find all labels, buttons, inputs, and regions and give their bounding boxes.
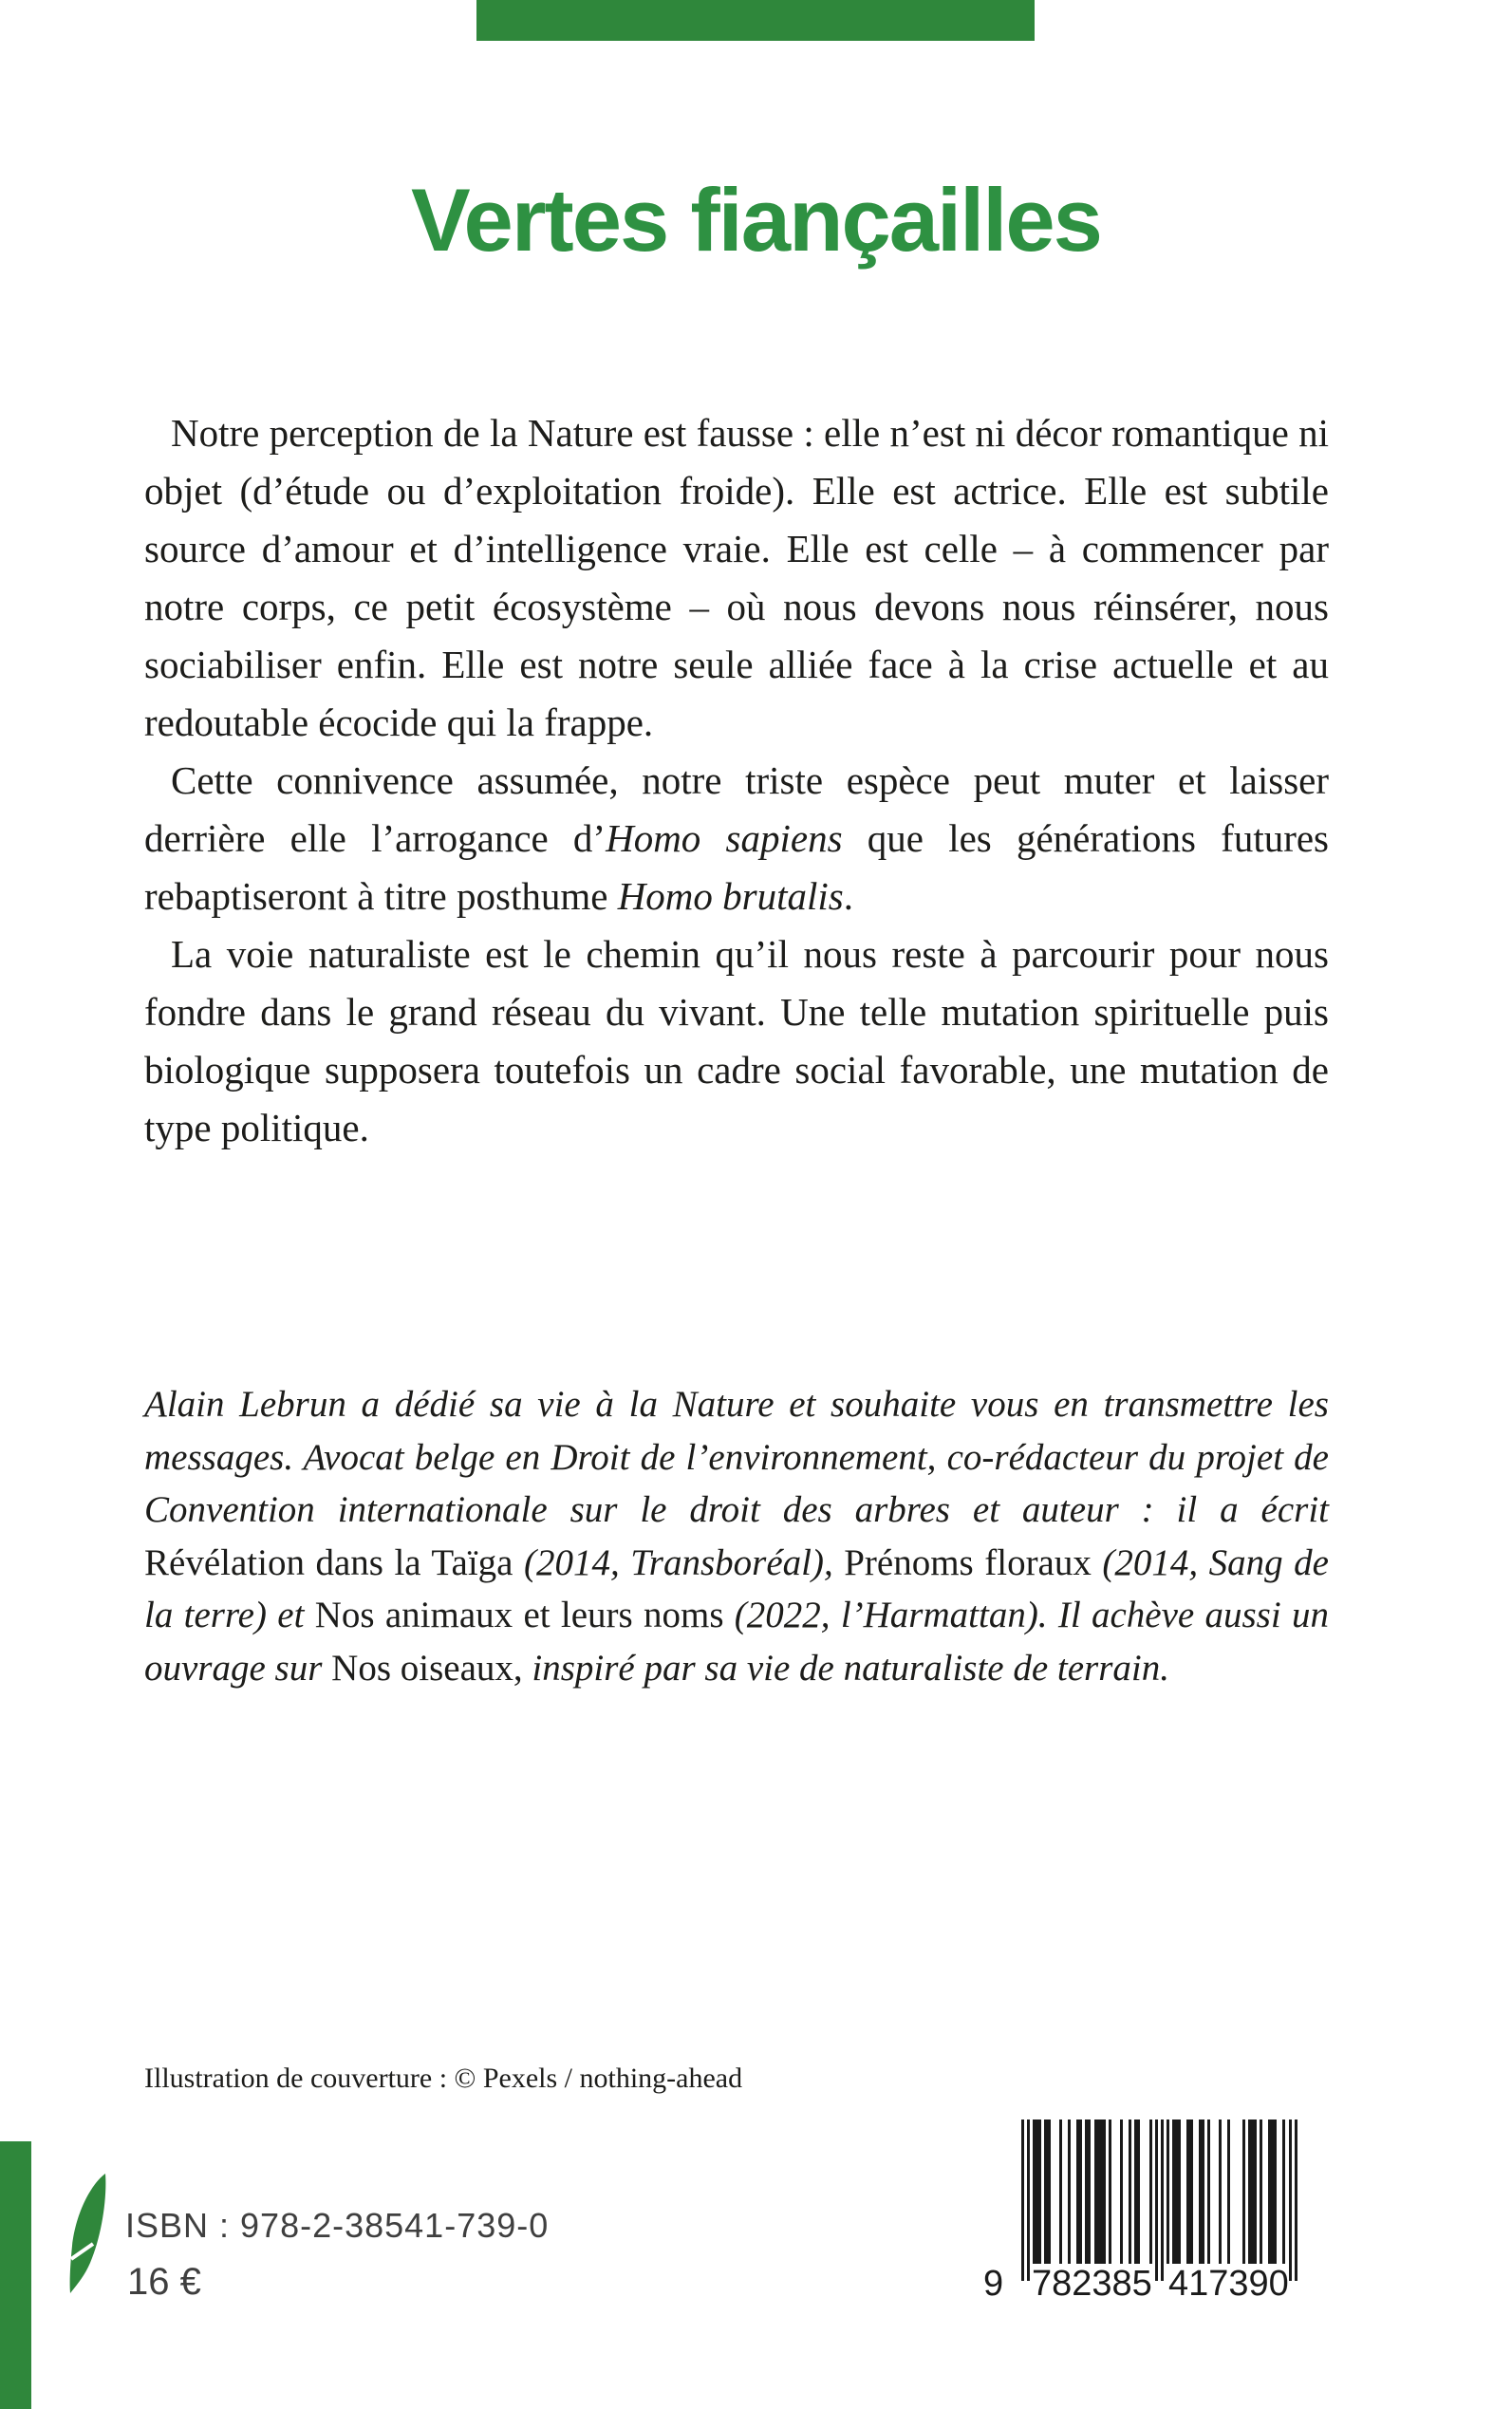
barcode-bar bbox=[1134, 2120, 1140, 2264]
barcode-bar bbox=[1068, 2120, 1071, 2264]
barcode-bar bbox=[1161, 2120, 1164, 2281]
barcode-bar bbox=[1129, 2120, 1131, 2264]
text-segment: (2014, Transboréal), bbox=[513, 1541, 845, 1583]
barcode-bar bbox=[1242, 2120, 1245, 2264]
barcode-digit-first: 9 bbox=[983, 2264, 1004, 2304]
text-segment: Homo brutalis bbox=[617, 874, 844, 918]
text-segment: Homo sapiens bbox=[606, 816, 843, 860]
text-segment: Cette connivence assumée, notre triste espèce peut muter et laisser derrière elle l’arrogance d’ bbox=[144, 758, 1329, 860]
barcode-bar bbox=[1059, 2120, 1062, 2264]
barcode-bar bbox=[1149, 2120, 1152, 2264]
barcode-bar bbox=[1021, 2120, 1024, 2281]
isbn-number: ISBN : 978-2-38541-739-0 bbox=[125, 2206, 550, 2245]
barcode-bar bbox=[1199, 2120, 1204, 2264]
text-segment: (2022, l’Harmattan). Il achève aussi un ouvrage sur bbox=[144, 1595, 1329, 1689]
barcode-bar bbox=[1076, 2120, 1082, 2264]
author-bio bbox=[144, 1378, 1329, 1694]
text-segment: Prénoms floraux bbox=[844, 1541, 1092, 1583]
bottom-left-accent-bar bbox=[0, 2141, 31, 2409]
barcode-bar bbox=[1282, 2120, 1285, 2264]
text-segment: inspiré par sa vie de naturaliste de terrain. bbox=[522, 1647, 1169, 1689]
barcode-bar bbox=[1027, 2120, 1030, 2281]
barcode-bar bbox=[1186, 2120, 1192, 2264]
top-accent-bar bbox=[476, 0, 1035, 41]
barcode-bar bbox=[1109, 2120, 1111, 2264]
cover-illustration-credit: Illustration de couverture : © Pexels / nothing-ahead bbox=[144, 2063, 743, 2094]
text-segment: (2014, Sang de la terre) et bbox=[144, 1541, 1329, 1635]
barcode-bar bbox=[1207, 2120, 1210, 2264]
text-segment: Nos animaux et leurs noms bbox=[314, 1595, 724, 1635]
barcode-digits-left: 782385 bbox=[1032, 2264, 1152, 2304]
barcode-bar bbox=[1268, 2120, 1277, 2264]
barcode-bar bbox=[1120, 2120, 1123, 2264]
barcode-bar bbox=[1094, 2120, 1106, 2264]
book-title: Vertes fiançailles bbox=[411, 170, 1101, 270]
ean13-barcode bbox=[983, 2120, 1297, 2304]
synopsis-text bbox=[144, 404, 1329, 1157]
barcode-bar bbox=[1227, 2120, 1230, 2264]
barcode-bar bbox=[1085, 2120, 1091, 2264]
synopsis-paragraph-1 bbox=[144, 404, 1329, 752]
barcode-bar bbox=[1248, 2120, 1257, 2264]
barcode-bar bbox=[1260, 2120, 1262, 2264]
text-segment: Révélation dans la Taïga bbox=[144, 1541, 513, 1583]
text-segment: Alain Lebrun a dédié sa vie à la Nature et souhaite vous en transmettre les messages. Avocat belge en Droit de l’environnement, co-rédacteur du projet de Convention internationale sur le droit des arbres et auteur : il a écrit bbox=[144, 1384, 1329, 1530]
feather-logo-icon bbox=[66, 2172, 112, 2295]
barcode-bar bbox=[1155, 2120, 1158, 2281]
text-segment: Notre perception de la Nature est fausse : elle n’est ni décor romantique ni objet (d’étude ou d’exploitation froide). Elle est actrice. Elle est subtile source d’amour et d’intelligence vraie. Elle est celle – à commencer par notre corps, ce petit écosystème – où nous devons nous réinsérer, nous sociabiliser enfin. Elle est notre seule alliée face à la crise actuelle et au redoutable écocide qui la frappe. bbox=[144, 411, 1329, 744]
text-segment: Nos oiseaux, bbox=[331, 1647, 523, 1689]
barcode-bar bbox=[1219, 2120, 1222, 2264]
barcode-bar bbox=[1033, 2120, 1041, 2264]
synopsis-paragraph-2 bbox=[144, 752, 1329, 925]
text-segment: . bbox=[843, 874, 853, 918]
text-segment: que les générations futures rebaptiseront à titre posthume bbox=[144, 816, 1330, 918]
synopsis-paragraph-3 bbox=[144, 925, 1329, 1157]
barcode-bar bbox=[1289, 2120, 1292, 2281]
text-segment: La voie naturaliste est le chemin qu’il nous reste à parcourir pour nous fondre dans le grand réseau du vivant. Une telle mutation spirituelle puis biologique supposera toutefois un cadre social favorable, une mutation de type politique. bbox=[144, 932, 1329, 1149]
barcode-digits-right: 417390 bbox=[1168, 2264, 1289, 2304]
barcode-bar bbox=[1167, 2120, 1169, 2264]
barcode-bar bbox=[1295, 2120, 1297, 2281]
price: 16 € bbox=[127, 2261, 201, 2303]
barcode-bar bbox=[1172, 2120, 1181, 2264]
barcode-bar bbox=[1044, 2120, 1050, 2264]
